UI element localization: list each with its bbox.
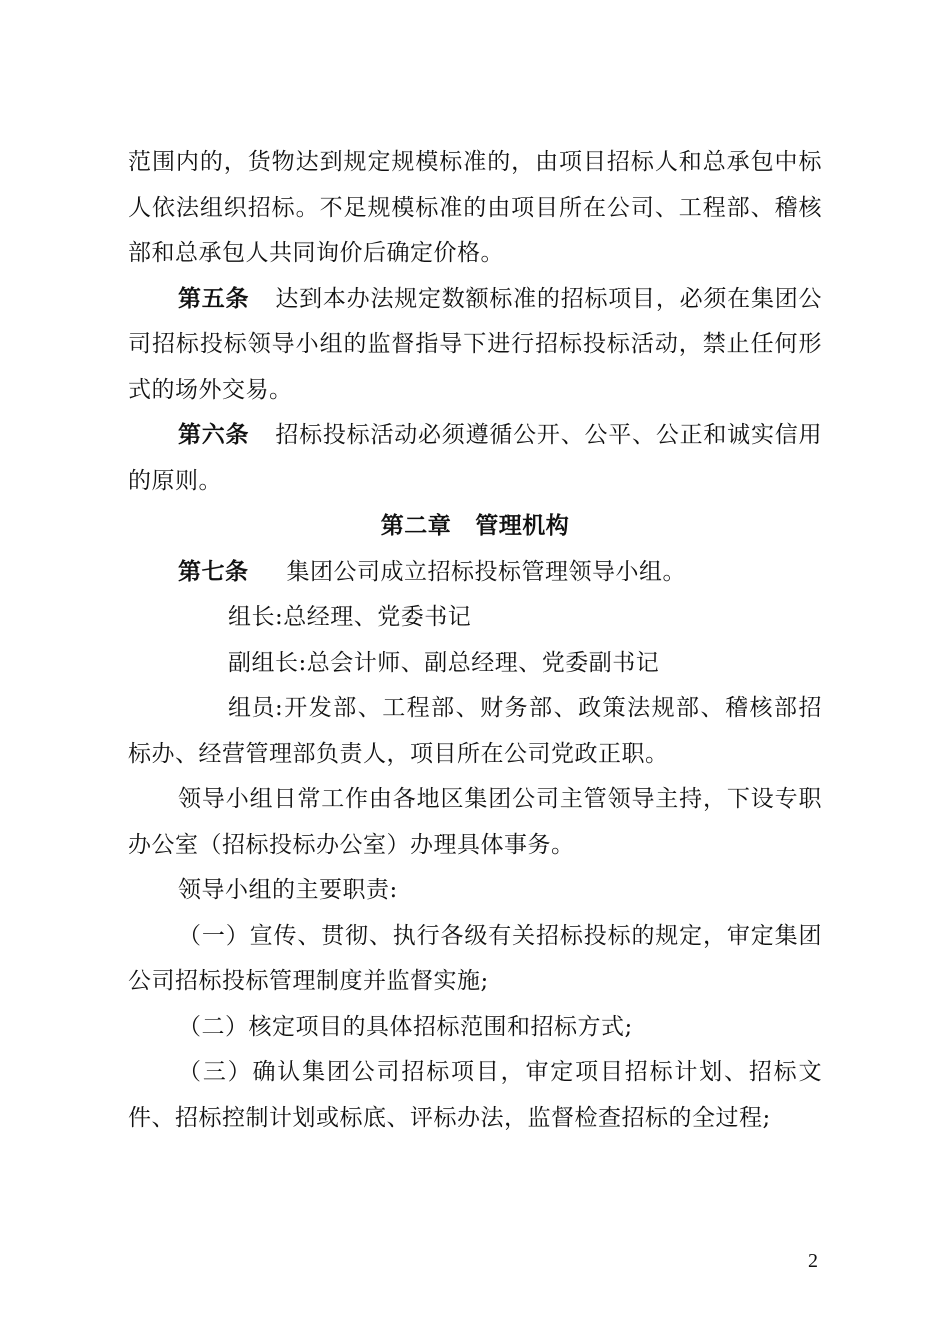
chapter-title xyxy=(128,504,822,550)
leader-text: 总经理、党委书记 xyxy=(283,604,472,630)
article-6-text: 招标投标活动必须遵循公开、公平、公正和诚实信用的原则。 xyxy=(128,422,823,494)
leader-label: 组长: xyxy=(228,604,284,630)
article-5-text: 达到本办法规定数额标准的招标项目，必须在集团公司招标投标领导小组的监督指导下进行招标投标活动，禁止任何形式的场外交易。 xyxy=(128,285,823,403)
article-7 xyxy=(128,550,822,596)
chapter-number: 第二章 xyxy=(380,513,452,539)
leader-line xyxy=(128,595,822,641)
article-6-label: 第六条 xyxy=(178,422,250,448)
article-7-label: 第七条 xyxy=(178,558,249,585)
article-5-label: 第五条 xyxy=(178,285,250,312)
article-5 xyxy=(128,277,822,414)
members-text: 开发部、工程部、财务部、政策法规部、稽核部招标办、经营管理部负责人，项目所在公司党政正职。 xyxy=(128,695,822,767)
duty-item-2: （二）核定项目的具体招标范围和招标方式; xyxy=(178,1013,633,1040)
duty-item-1: （一）宣传、贯彻、执行各级有关招标投标的规定，审定集团公司招标投标管理制度并监督实施; xyxy=(128,922,822,994)
paragraph-continuation: 范围内的，货物达到规定规模标准的，由项目招标人和总承包中标人依法组织招标。不足规模标准的由项目所在公司、工程部、稽核部和总承包人共同询价后确定价格。 xyxy=(128,149,822,266)
daily-work-paragraph: 领导小组日常工作由各地区集团公司主管领导主持，下设专职办公室（招标投标办公室）办理具体事务。 xyxy=(128,786,822,858)
members-label: 组员: xyxy=(228,695,284,721)
deputy-text: 总会计师、副总经理、党委副书记 xyxy=(306,649,660,676)
deputy-line xyxy=(128,641,822,687)
document-body xyxy=(128,140,822,1141)
page-number: 2 xyxy=(808,1250,818,1272)
members-line xyxy=(128,686,822,777)
duties-intro: 领导小组的主要职责: xyxy=(178,877,398,903)
article-7-text: 集团公司成立招标投标管理领导小组。 xyxy=(286,558,686,585)
duty-item-3: （三）确认集团公司招标项目，审定项目招标计划、招标文件、招标控制计划或标底、评标办法，监督检查招标的全过程; xyxy=(128,1059,822,1131)
chapter-name: 管理机构 xyxy=(475,513,570,539)
article-6 xyxy=(128,413,822,504)
deputy-label: 副组长: xyxy=(228,649,307,676)
